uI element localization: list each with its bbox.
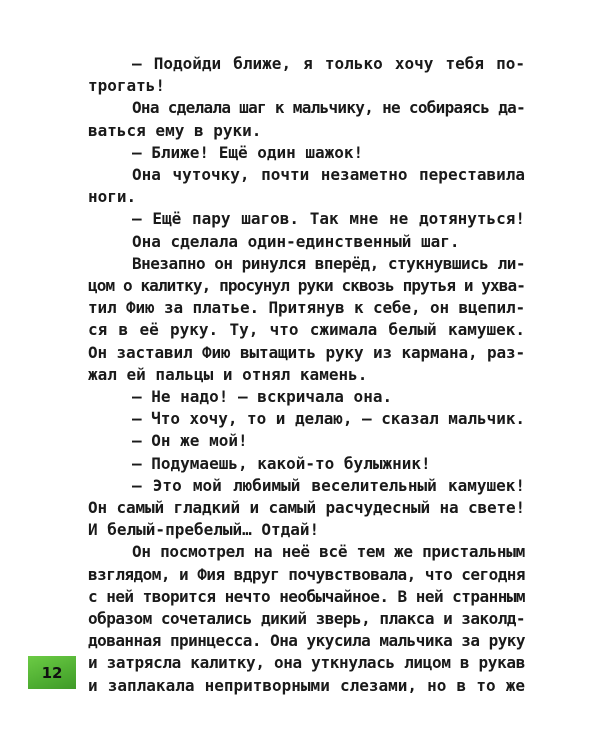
text-line: — Он же мой! [132,431,248,451]
text-line: Она сделала шаг к мальчику, не собираясь да- [132,98,526,118]
text-line: Он заставил Фию вытащить руку из кармана, раз- [88,342,525,362]
text-line: — Что хочу, то и делаю, — сказал мальчик. [132,409,525,429]
text-line: Внезапно он ринулся вперёд, стукнувшись ли- [132,253,525,273]
text-line: трогать! [88,76,166,96]
text-line: жал ей пальцы и отнял камень. [88,364,368,384]
text-line: — Это мой любимый веселительный камушек! [132,475,525,495]
text-line: с ней творится нечто необычайное. В ней странным [88,586,526,606]
text-line: — Подойди ближе, я только хочу тебя по- [132,54,525,73]
text-line: ся в её руку. Ту, что сжимала белый камушек. [88,320,525,340]
text-line: взглядом, и Фия вдруг почувствовала, что сегодня [88,564,526,584]
text-line: и заплакала непритворными слезами, но в то же [88,675,525,695]
text-line: цом о калитку, просунул руки сквозь прутья и ухва- [88,276,526,296]
text-line: — Ближе! Ещё один шажок! [132,142,364,162]
text-line: — Ещё пару шагов. Так мне не дотянуться! [132,209,525,229]
text-line: ноги. [88,187,137,207]
text-line: тил Фию за платье. Притянув к себе, он вцепил- [88,298,525,318]
text-line: и затрясла калитку, она уткнулась лицом в рукав [88,653,525,673]
text-line: Она сделала один-единственный шаг. [132,231,460,251]
text-line: образом сочетались дикий зверь, плакса и заколд- [88,609,526,629]
text-line: дованная принцесса. Она укусила мальчика за руку [88,631,526,651]
page-number: 12 [28,656,76,689]
text-line: Он посмотрел на неё всё тем же пристальным [132,542,526,562]
text-line: Она чуточку, почти незаметно переставила [132,165,525,185]
text-line: ваться ему в руки. [88,120,262,140]
text-line: — Подумаешь, какой-то булыжник! [132,453,431,473]
text-line: — Не надо! — вскричала она. [132,387,393,407]
body-text [88,53,525,697]
text-line: И белый-пребелый… Отдай! [88,520,320,540]
text-line: Он самый гладкий и самый расчудесный на свете! [88,498,525,518]
